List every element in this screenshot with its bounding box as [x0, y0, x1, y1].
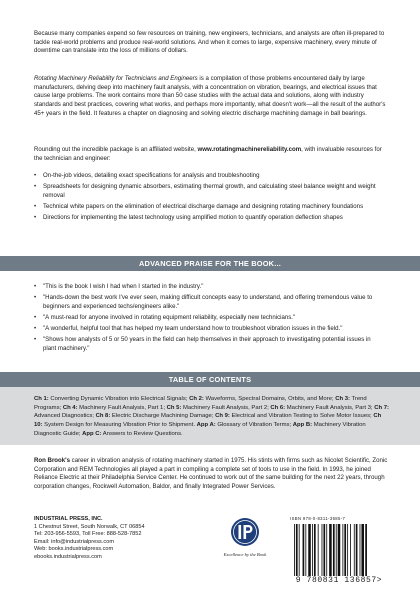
toc-chapter-number: Ch 5:	[166, 404, 182, 411]
toc-chapter-number: Ch 2:	[189, 396, 204, 402]
toc-chapter-title: Glossary of Vibration Terms;	[215, 422, 293, 429]
praise-quote: • "Hands-down the best work I've ever seen, making difficult concepts easy to understand, and offering tremendous value to beginners and experienced techs/engineers alike."	[34, 294, 384, 311]
publisher-phone: Tel: 203-956-5593, Toll Free: 888-528-7852	[34, 531, 142, 537]
toc-chapter-title: Answers to Review Questions.	[101, 430, 183, 437]
publisher-logo	[222, 517, 268, 558]
toc-chapter-number: App A:	[196, 422, 216, 429]
isbn-arrow: >	[376, 576, 383, 585]
toc-chapter-title: Converting Dynamic Vibration into Electrical Signals;	[48, 396, 190, 402]
website-paragraph	[34, 146, 388, 163]
toc-chapter-number: App C:	[82, 430, 102, 437]
ip-logo-icon	[226, 517, 264, 547]
toc-chapter-title: System Design for Measuring Vibration Prior to Shipment.	[42, 422, 197, 429]
isbn-digits	[288, 576, 390, 585]
toc-chapter-number: Ch 1:	[34, 396, 49, 402]
praise-quote: • "A must-read for anyone involved in rotating equipment reliability, especially new technicians."	[34, 314, 384, 323]
isbn-label: ISBN 978-0-8311-3685-7	[290, 516, 346, 521]
logo-tagline: Excellence by the Book	[223, 552, 267, 557]
toc-chapter-number: Ch 7:	[374, 404, 389, 411]
toc-chapter-title: Machinery Vibration Diagnostic Guide;	[34, 422, 366, 437]
toc-heading: TABLE OF CONTENTS	[0, 372, 420, 387]
toc-list	[34, 395, 390, 439]
resource-item: • Spreadsheets for designing dynamic absorbers, estimating thermal growth, and calculating steel balance weight and weight removal	[34, 183, 384, 200]
toc-chapter-title: Electrical and Vibration Testing to Solve Motor Issues;	[229, 413, 374, 420]
resource-item: • Technical white papers on the elimination of electrical discharge damage and designing rotating machinery foundations	[34, 203, 384, 212]
toc-chapter-number: Ch 3:	[335, 396, 350, 402]
resource-item: • Directions for implementing the latest technology using amplified motion to quantify operation deflection shapes	[34, 214, 384, 223]
praise-quote: • "Shows how analysts of 5 or 50 years in the field can help themselves in their approach to investigating potential issues in plant machinery."	[34, 336, 384, 353]
toc-chapter-title: Machinery Fault Analysis, Part 1;	[77, 404, 167, 411]
publisher-address: 1 Chestnut Street, South Norwalk, CT 06854	[34, 523, 145, 530]
praise-list	[34, 283, 384, 356]
toc-chapter-title: Machinery Fault Analysis, Part 3;	[285, 404, 375, 411]
publisher-block	[34, 516, 145, 561]
publisher-email: Email: info@industrialpress.com	[34, 538, 114, 545]
resource-item: • On-the-job videos, detailing exact specifications for analysis and troubleshooting	[34, 172, 384, 181]
publisher-web: Web: books.industrialpress.com	[34, 546, 114, 552]
praise-quote: • "A wonderful, helpful tool that has helped my team understand how to troubleshoot vibration issues in the field."	[34, 325, 384, 334]
publisher-name: INDUSTRIAL PRESS, INC.	[34, 516, 103, 522]
toc-chapter-title: Electric Discharge Machining Damage;	[110, 413, 216, 420]
website-url[interactable]: www.rotatingmachinereliability.com	[197, 146, 302, 153]
description-text: is a compilation of those problems encountered daily by large manufacturers, delving deep into machinery fault analysis, with a concentration on vibration, bearings, and electrical issues that cause large problems. The work contains more than 50 case studies with the actual data and solutions, along with industry standards and best practices, covering what works, and perhaps more importantly, what doesn't work—all the result of the author's 45+ years in the field. It features a chapter on diagnosing and solving electric discharge machining damage in ball bearings.	[34, 75, 386, 117]
author-bio-text: career in vibration analysis of rotating machinery started in 1975. His stints with firms such as Nicolet Scientific, Zonic Corporation and REM Technologies all played a part in compiling a complete set of tools to use in the field. In 1993, he joined Reliance Electric at their Philadelphia Service Center. He continued to work out of the same building for the next 22 years, through corporation changes, Rockwell Automation, Baldor, and finally Integrated Power Services.	[34, 457, 388, 491]
author-name: Ron Brook's	[34, 457, 70, 464]
toc-chapter-title: Advanced Diagnostics;	[34, 413, 96, 420]
barcode-icon	[294, 524, 386, 576]
isbn-barcode	[288, 516, 390, 588]
publisher-ebooks: ebooks.industrialpress.com	[34, 553, 102, 560]
website-intro: Rounding out the incredible package is an affiliated website,	[34, 146, 198, 153]
toc-chapter-number: Ch 10:	[34, 413, 382, 429]
toc-chapter-number: Ch 9:	[215, 413, 230, 420]
toc-chapter-number: App B:	[292, 422, 313, 429]
book-title: Rotating Machinery Reliability for Technicians and Engineers	[34, 75, 198, 82]
intro-paragraph: Because many companies expend so few resources on training, new engineers, technicians, and analysts are often ill-prepared to tackle real-world problems and produce real-world solutions. And when it comes to large, expensive machinery, every minute of downtime can translate into the loss of millions of dollars.	[34, 30, 385, 55]
toc-chapter-title: Trend Programs;	[34, 396, 367, 411]
toc-chapter-title: Waveforms, Spectral Domains, Orbits, and More;	[203, 396, 336, 402]
isbn-digits-text: 9 780831 136857	[295, 576, 377, 585]
praise-heading: ADVANCED PRAISE FOR THE BOOK...	[0, 256, 420, 271]
toc-chapter-number: Ch 6:	[270, 404, 286, 411]
website-outro: , with invaluable resources for the technician and engineer:	[34, 146, 382, 162]
toc-chapter-number: Ch 4:	[62, 404, 78, 411]
author-bio	[34, 457, 388, 492]
description-paragraph	[34, 75, 388, 119]
praise-quote: • "This is the book I wish I had when I started in the industry."	[34, 283, 384, 292]
resources-list	[34, 172, 384, 225]
toc-chapter-title: Machinery Fault Analysis, Part 2;	[181, 404, 271, 411]
toc-chapter-number: Ch 8:	[95, 413, 111, 420]
